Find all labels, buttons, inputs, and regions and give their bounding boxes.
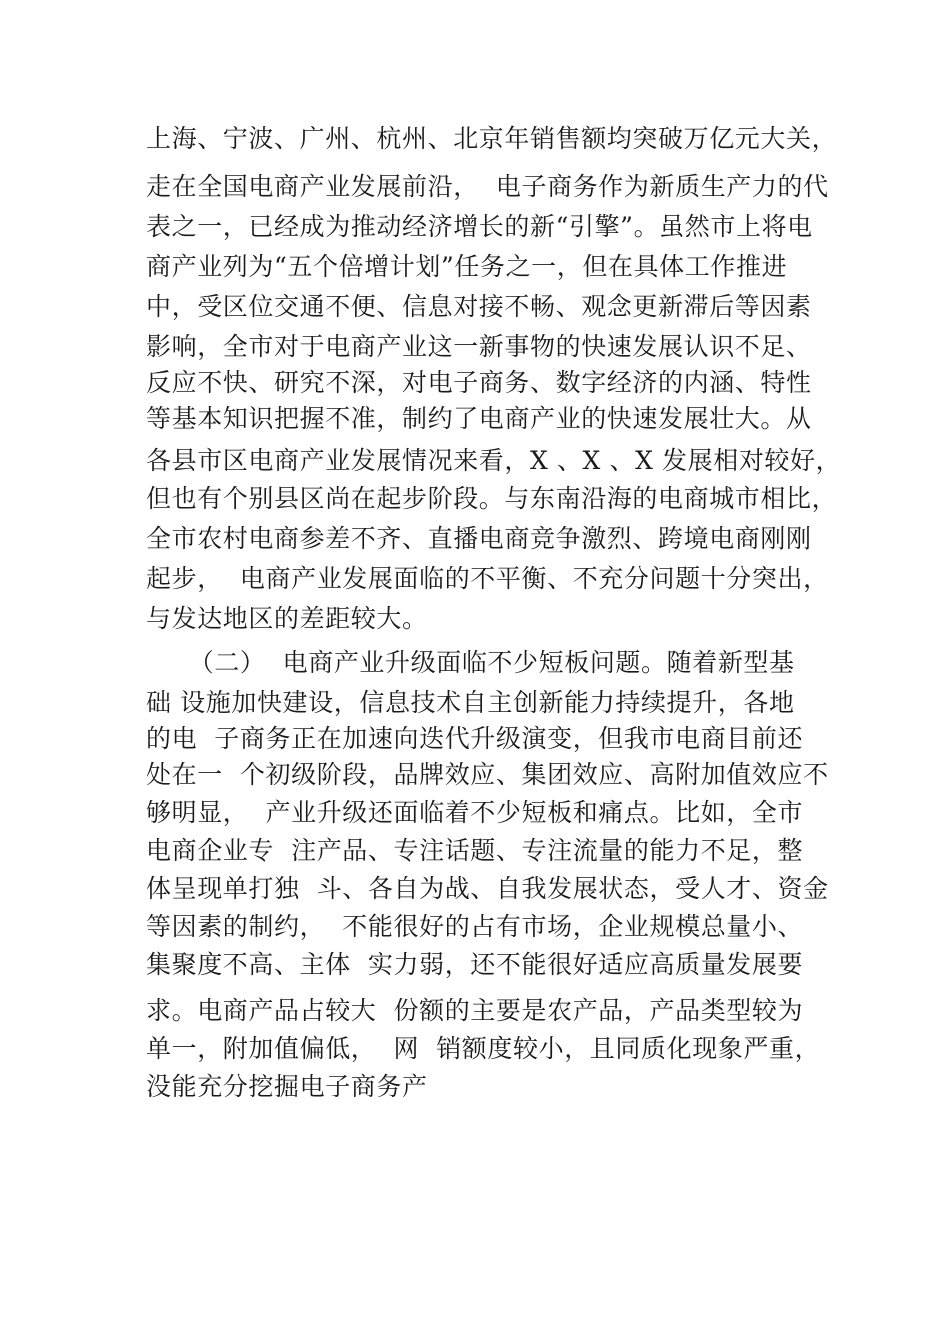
text-line: 电商企业专 注产品、专注话题、专注流量的能力不足，整 (146, 836, 804, 865)
text-line: 影响，全市对于电商产业这一新事物的快速发展认识不足、 (146, 332, 812, 361)
text-line: 体呈现单打独 斗、各自为战、自我发展状态，受人才、资金 (146, 874, 829, 903)
text-line: 但也有个别县区尚在起步阶段。与东南沿海的电商城市相比， (146, 484, 838, 513)
text-line: 求。电商产品占较大 份额的主要是农产品，产品类型较为 (146, 996, 804, 1025)
text-line: 没能充分挖掘电子商务产 (146, 1072, 428, 1101)
text-line: 商产业列为“五个倍增计划”任务之一，但在具体工作推进 (146, 252, 788, 281)
text-line: 与发达地区的差距较大。 (146, 604, 428, 633)
text-line: 全市农村电商参差不齐、直播电商竞争激烈、跨境电商刚刚 (146, 524, 812, 553)
text-line: 起步， 电商产业发展面临的不平衡、不充分问题十分突出， (146, 564, 829, 593)
text-line: 中，受区位交通不便、信息对接不畅、观念更新滞后等因素 (146, 292, 812, 321)
text-line: 处在一 个初级阶段，品牌效应、集团效应、高附加值效应不 (146, 760, 829, 789)
text-line: 础 设施加快建设，信息技术自主创新能力持续提升，各地 (146, 688, 795, 717)
text-line: 等因素的制约， 不能很好的占有市场，企业规模总量小、 (146, 912, 804, 941)
section-heading-line: （二） 电商产业升级面临不少短板问题。随着新型基 (146, 648, 795, 677)
text-line: 的电 子商务正在加速向迭代升级演变，但我市电商目前还 (146, 724, 804, 753)
text-line: 反应不快、研究不深，对电子商务、数字经济的内涵、特性 (146, 368, 812, 397)
text-line: 走在全国电商产业发展前沿， 电子商务作为新质生产力的代 (146, 172, 829, 201)
text-line: 够明显， 产业升级还面临着不少短板和痛点。比如，全市 (146, 798, 804, 827)
text-line: 上海、宁波、广州、杭州、北京年销售额均突破万亿元大关， (146, 124, 838, 153)
text-line: 集聚度不高、主体 实力弱，还不能很好适应高质量发展要 (146, 950, 804, 979)
text-line: 各县市区电商产业发展情况来看，X 、X 、X 发展相对较好， (146, 446, 842, 475)
text-line: 单一，附加值偏低， 网 销额度较小，且同质化现象严重， (146, 1034, 821, 1063)
text-line: 表之一，已经成为推动经济增长的新“引擎”。虽然市上将电 (146, 212, 813, 241)
text-line: 等基本知识把握不准，制约了电商产业的快速发展壮大。从 (146, 404, 812, 433)
